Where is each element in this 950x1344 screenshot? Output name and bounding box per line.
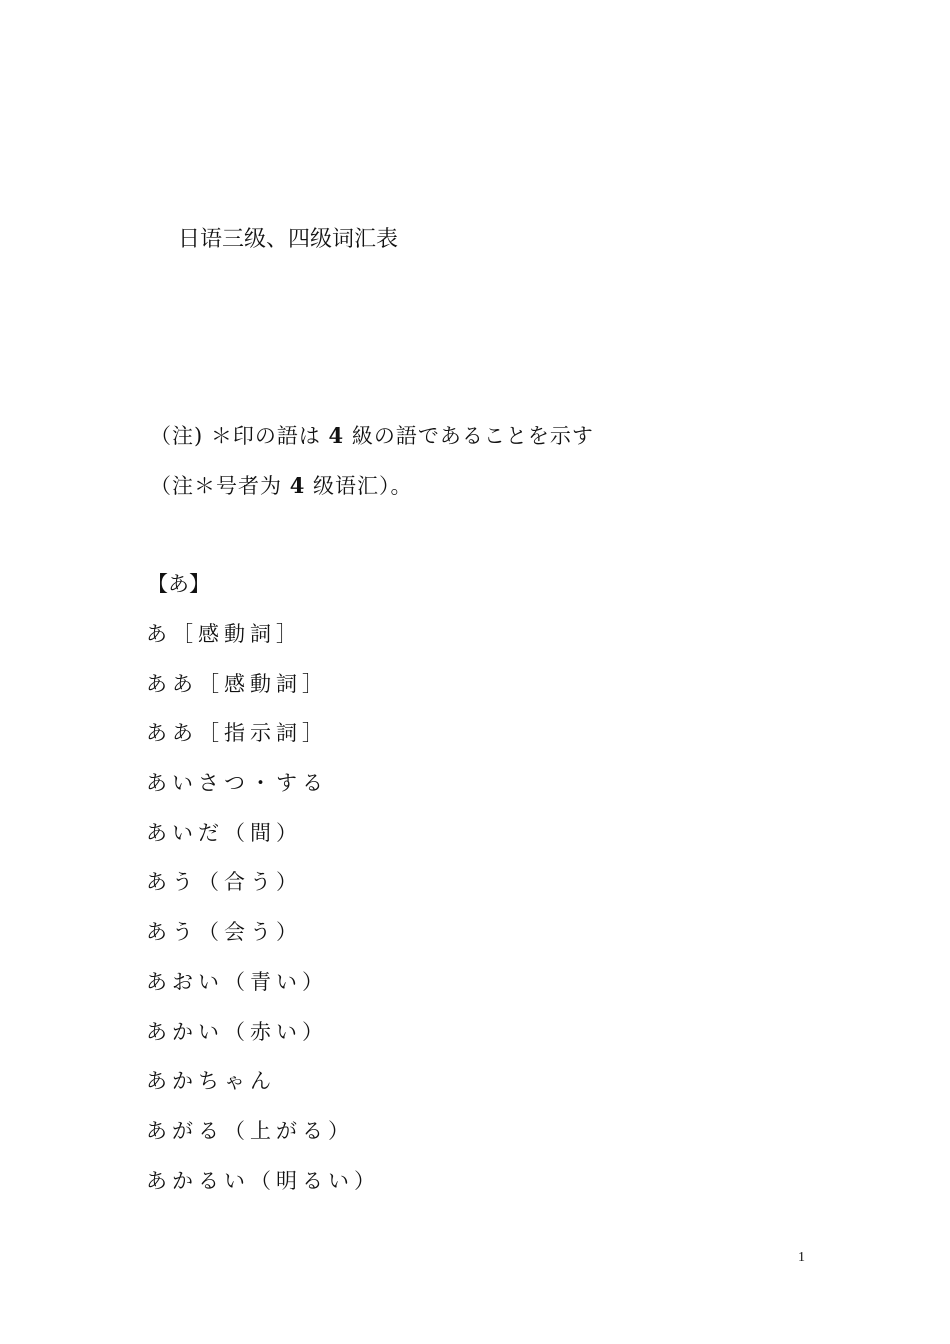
note-chinese [150,470,413,500]
note-japanese [150,420,594,450]
vocab-entry: あがる（上がる） [146,1118,354,1143]
note-chinese-suffix: 级语汇）。 [305,474,413,498]
note-japanese-level: 4 [328,423,345,448]
vocab-entry: あう（合う） [146,870,302,895]
vocab-entry: あかい（赤い） [146,1019,328,1044]
vocab-entry: あおい（青い） [146,969,328,994]
note-japanese-prefix: （注) ＊印の語は [150,424,329,448]
document-title: 日语三级、四级词汇表 [178,227,399,252]
note-chinese-prefix: （注＊号者为 [150,474,290,498]
section-heading: 【あ】 [147,572,210,596]
vocab-entry: あいさつ・する [146,771,328,796]
vocab-entry: ああ［感動詞］ [146,671,328,696]
vocab-list [146,618,380,1214]
vocab-entry: あ［感動詞］ [146,622,302,646]
note-japanese-suffix: 級の語であることを示す [344,424,594,448]
note-chinese-level: 4 [289,473,306,498]
vocab-entry: あかるい（明るい） [146,1168,380,1193]
page-number: 1 [798,1250,805,1265]
vocab-entry: あかちゃん [146,1069,276,1094]
vocab-entry: あいだ（間） [146,820,302,845]
vocab-entry: あう（会う） [146,920,302,945]
vocab-entry: ああ［指示詞］ [146,721,328,746]
